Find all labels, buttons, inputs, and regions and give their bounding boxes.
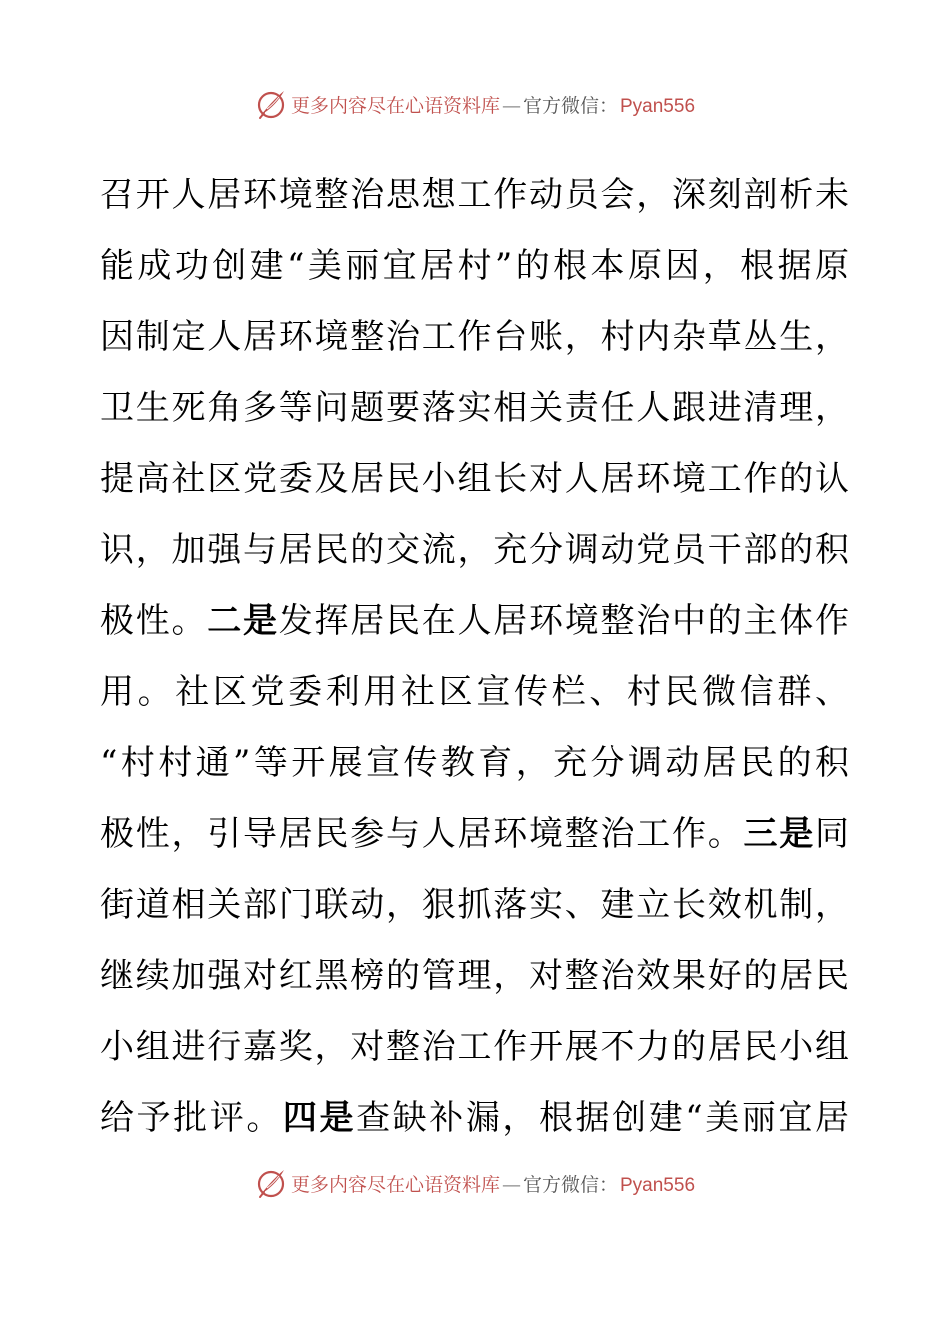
text-line-4	[100, 373, 850, 444]
text-segment: 极性。	[100, 601, 208, 641]
footer-wechat-id: Pyan556	[620, 1174, 696, 1196]
bold-ordinal: 四是	[282, 1098, 357, 1138]
text-line-2	[100, 231, 850, 302]
text-line-11	[100, 870, 850, 941]
text-segment: 召开人居环境整治思想工作动员会，深刻剖析未	[100, 175, 850, 215]
header-wechat-label: 官方微信：	[522, 94, 618, 117]
header-wechat-id: Pyan556	[620, 95, 696, 117]
footer-banner-main: 更多内容尽在心语资料库	[290, 1173, 500, 1196]
header-banner-separator: —	[501, 94, 521, 117]
text-line-6	[100, 515, 850, 586]
footer-banner	[0, 1163, 950, 1203]
text-segment: 卫生死角多等问题要落实相关责任人跟进清理，	[100, 388, 850, 428]
feather-pen-logo-icon	[255, 1167, 287, 1199]
header-banner	[0, 84, 950, 124]
text-segment: 提高社区党委及居民小组长对人居环境工作的认	[100, 459, 850, 499]
text-segment: 查缺补漏，根据创建“美丽宜居	[356, 1098, 851, 1138]
text-segment: 给予批评。	[100, 1098, 283, 1138]
text-segment: 极性，引导居民参与人居环境整治工作。	[100, 814, 744, 854]
footer-banner-separator: —	[501, 1173, 521, 1196]
text-line-7	[100, 586, 850, 657]
text-segment: 继续加强对红黑榜的管理，对整治效果好的居民	[100, 956, 850, 996]
text-line-12	[100, 941, 850, 1012]
text-segment: 识，加强与居民的交流，充分调动党员干部的积	[100, 530, 850, 570]
text-segment: 能成功创建“美丽宜居村”的根本原因，根据原	[100, 246, 850, 286]
footer-banner-text	[291, 1170, 695, 1197]
text-line-14	[100, 1083, 850, 1154]
text-line-10	[100, 799, 850, 870]
footer-wechat-label: 官方微信：	[522, 1173, 618, 1196]
text-segment: 发挥居民在人居环境整治中的主体作	[278, 601, 850, 641]
text-segment: 用。社区党委利用社区宣传栏、村民微信群、	[100, 672, 850, 712]
text-line-8	[100, 657, 850, 728]
feather-pen-logo-icon	[255, 88, 287, 120]
text-line-3	[100, 302, 850, 373]
header-banner-main: 更多内容尽在心语资料库	[290, 94, 500, 117]
bold-ordinal: 二是	[207, 601, 279, 641]
header-banner-text	[291, 91, 695, 118]
text-line-5	[100, 444, 850, 515]
text-line-13	[100, 1012, 850, 1083]
text-segment: 同	[815, 814, 850, 854]
document-body	[100, 160, 850, 1154]
text-segment: 小组进行嘉奖，对整治工作开展不力的居民小组	[100, 1027, 850, 1067]
text-line-9	[100, 728, 850, 799]
text-line-1	[100, 160, 850, 231]
text-segment: 街道相关部门联动，狠抓落实、建立长效机制，	[100, 885, 850, 925]
text-segment: 因制定人居环境整治工作台账，村内杂草丛生，	[100, 317, 850, 357]
bold-ordinal: 三是	[743, 814, 815, 854]
text-segment: “村村通”等开展宣传教育，充分调动居民的积	[100, 743, 850, 783]
